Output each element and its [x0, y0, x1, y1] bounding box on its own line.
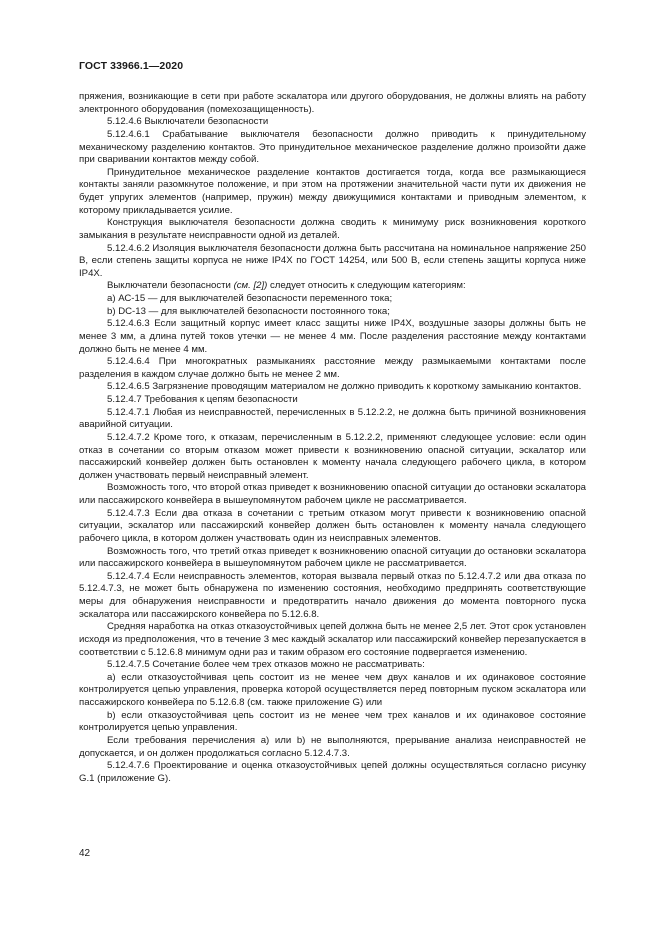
reference-citation: (см. [2])	[233, 280, 268, 292]
paragraph-text: 5.12.4.6 Выключатели безопасности	[107, 116, 269, 128]
paragraph	[79, 407, 586, 432]
paragraph-text: 5.12.4.7.4 Если неисправность элементов, которая вызвала первый отказ по 5.12.4.7.2 или два отказа по 5.12.4.7.3, не может быть обнаружена по изменению состояния, необходимо предпринять соответствующие меры для обнаружения неисправности и предотвратить начало движения до момента повторного пуска эскалатора или пассажирского конвейера по 5.12.6.8.	[79, 570, 586, 620]
paragraph-text: 5.12.4.6.4 При многократных размыканиях расстояние между размыкаемыми контактами после разделения в каждом случае должно быть не менее 2 мм.	[79, 356, 586, 380]
paragraph	[79, 356, 586, 381]
paragraph	[79, 243, 586, 281]
paragraph	[79, 482, 586, 507]
paragraph-text: 5.12.4.7.5 Сочетание более чем трех отказов можно не рассматривать:	[107, 659, 425, 671]
paragraph	[79, 432, 586, 483]
paragraph	[79, 672, 586, 710]
paragraph-text: Конструкция выключателя безопасности должна сводить к минимуму риск возникновения короткого замыкания в результате неисправности одной из деталей.	[79, 217, 586, 241]
paragraph-text: Выключатели безопасности	[107, 280, 231, 292]
paragraph-text: пряжения, возникающие в сети при работе эскалатора или другого оборудования, не должны влиять на работу электронного оборудования (помехозащищенность).	[79, 91, 586, 115]
paragraph	[79, 710, 586, 735]
paragraph-text: b) DC-13 — для выключателей безопасности постоянного тока;	[107, 305, 390, 317]
paragraph-text: b) если отказоустойчивая цепь состоит из не менее чем трех каналов и их одинаковое состояние контролируется цепью управления.	[79, 709, 586, 734]
paragraph	[79, 621, 586, 659]
paragraph	[79, 167, 586, 218]
paragraph-text: Возможность того, что второй отказ приведет к возникновению опасной ситуации до остановки эскалатора или пассажирского конвейера в вышеупомянутом рабочем цикле не рассматривается.	[79, 482, 586, 506]
paragraph	[79, 318, 586, 356]
paragraph-text: 5.12.4.7.1 Любая из неисправностей, перечисленных в 5.12.2.2, не должна быть причиной возникновения аварийной ситуации.	[79, 406, 586, 431]
document-body	[79, 91, 586, 785]
paragraph	[79, 760, 586, 785]
paragraph	[79, 129, 586, 167]
paragraph-text: Если требования перечисления а) или b) не выполняются, прерывание анализа неисправностей не допускается, и он должен продолжаться согласно 5.12.4.7.3.	[79, 734, 586, 759]
paragraph	[79, 381, 586, 394]
paragraph	[79, 217, 586, 242]
paragraph	[79, 280, 586, 293]
paragraph-text: следует относить к следующим категориям:	[270, 280, 466, 292]
paragraph-text: Возможность того, что третий отказ приведет к возникновению опасной ситуации до остановки эскалатора или пассажирского конвейера в вышеупомянутом рабочем цикле не рассматривается.	[79, 545, 586, 570]
paragraph	[79, 508, 586, 546]
paragraph	[79, 546, 586, 571]
paragraph-text: 5.12.4.7.3 Если два отказа в сочетании с третьим отказом могут привести к возникновению опасной ситуации, эскалатор или пассажирский конвейер должен быть остановлен к моменту начала следующего рабочего цикла, в котором должен участвовать один из неисправных элементов.	[79, 507, 586, 544]
paragraph-text: a) если отказоустойчивая цепь состоит из не менее чем двух каналов и их одинаковое состояние контролируется цепью управления, проверка которой осуществляется перед повторным пуском эскалатора или пассажирского конвейера по 5.12.6.8 (см. также приложение G) или	[79, 671, 586, 708]
paragraph-text: 5.12.4.6.2 Изоляция выключателя безопасности должна быть рассчитана на номинальное напряжение 250 В, если степень защиты корпуса не ниже IP4X по ГОСТ 14254, или 500 В, если степень защиты корпуса ниже IP4X.	[79, 242, 586, 279]
paragraph-text: 5.12.4.6.5 Загрязнение проводящим материалом не должно приводить к короткому замыканию контактов.	[107, 381, 582, 393]
paragraph-text: 5.12.4.7.2 Кроме того, к отказам, перечисленным в 5.12.2.2, применяют следующее условие: если один отказ в сочетании со вторым отказом может привести к возникновению опасной ситуации, эскалатор или пассажирский конвейер должен быть остановлен к моменту начала следующего рабочего цикла, в котором должен участвовать первый неисправный элемент.	[79, 431, 586, 481]
paragraph-text: Принудительное механическое разделение контактов достигается тогда, когда все размыкающиеся контакты заняли разомкнутое положение, и при этом на протяжении значительной части пути их движения не будет упругих элементов (например, пружин) между движущимися контактами и приводным элементом, к которому прикладывается усилие.	[79, 166, 586, 216]
paragraph	[79, 116, 586, 129]
page-number: 42	[79, 848, 91, 859]
paragraph-text: 5.12.4.6.1 Срабатывание выключателя безопасности должно приводить к принудительному механическому разделению контактов. Это принудительное механическое разделение должно произойти даже при сваривании контактов между собой.	[79, 128, 586, 166]
paragraph-text: 5.12.4.6.3 Если защитный корпус имеет класс защиты ниже IP4X, воздушные зазоры должны быть не менее 3 мм, а длина путей токов утечки — не менее 4 мм. После разделения расстояние между контактами должно быть не менее 4 мм.	[79, 318, 586, 355]
paragraph-text: 5.12.4.7 Требования к цепям безопасности	[107, 394, 298, 405]
standard-header: ГОСТ 33966.1—2020	[79, 60, 184, 72]
paragraph	[79, 306, 586, 319]
paragraph	[79, 735, 586, 760]
paragraph	[79, 659, 586, 672]
paragraph	[79, 394, 586, 407]
paragraph-text: a) АС-15 — для выключателей безопасности переменного тока;	[107, 293, 393, 304]
paragraph	[79, 91, 586, 116]
paragraph-text: Средняя наработка на отказ отказоустойчивых цепей должна быть не менее 2,5 лет. Этот срок установлен исходя из предположения, что в течение 3 мес каждый эскалатор или пассажирский конвейер перезапускается в соответствии с 5.12.6.8 минимум одни раз и таким образом его состояние подвергается изменению.	[79, 621, 586, 658]
paragraph	[79, 293, 586, 306]
paragraph-text: 5.12.4.7.6 Проектирование и оценка отказоустойчивых цепей должны осуществляться согласно рисунку G.1 (приложение G).	[79, 760, 586, 784]
paragraph	[79, 571, 586, 622]
